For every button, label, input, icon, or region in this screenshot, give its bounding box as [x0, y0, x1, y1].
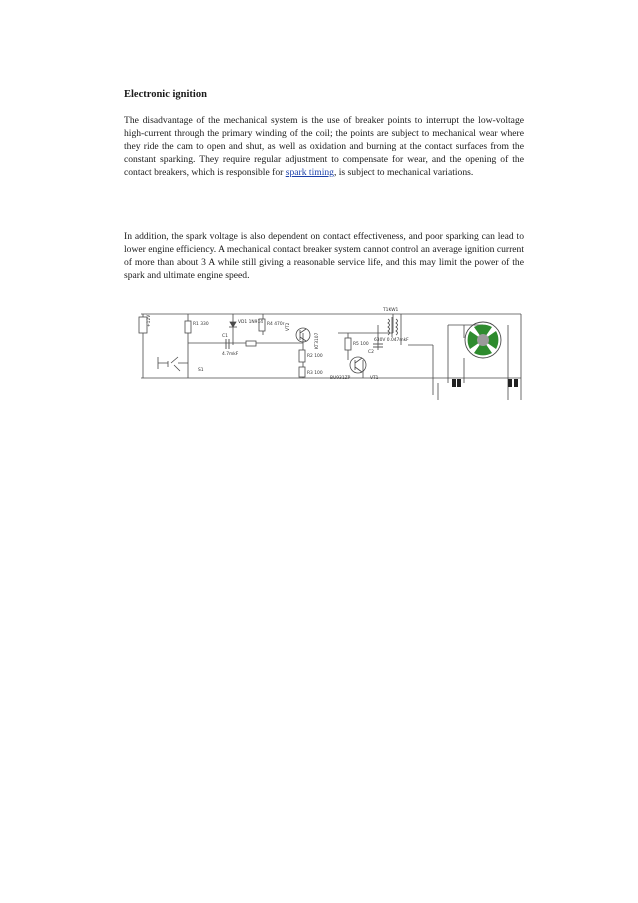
- paragraph-text: The disadvantage of the mechanical system is the use of breaker points to interrupt the low-voltage high-current through the primary winding of the coil; the points are subject to mechanical wear where they ride the cam to open and shut, as well as oxidation and burning at the contact surfaces from the constant sparking. They require regular adjustment to compensate for wear, and the opening of the contact breakers, which is responsible for: [124, 115, 524, 178]
- paragraph-text: , is subject to mechanical variations.: [333, 167, 474, 178]
- switch-s1: [158, 357, 188, 371]
- diode-vd1: [229, 322, 237, 327]
- label-kt: KT3107: [315, 332, 320, 349]
- distributor: [465, 322, 501, 358]
- label-vt2: VT2: [286, 322, 291, 331]
- circuit-schematic: [138, 305, 523, 405]
- paragraph-spark-voltage: In addition, the spark voltage is also dependent on contact effectiveness, and poor sparking can lead to lower engine efficiency. A mechanical contact breaker system cannot control an average ignition current of more than about 3 A while still giving a reasonable service life, and this may limit the power of the spark and ultimate engine speed.: [124, 231, 524, 281]
- label-supply: +12V: [147, 314, 152, 327]
- label-transistor: BU931ZP: [330, 376, 351, 381]
- label-c1: C1: [222, 334, 228, 339]
- transistors: [296, 328, 366, 373]
- spark-timing-link[interactable]: spark timing: [285, 167, 334, 178]
- label-s1: S1: [198, 368, 204, 373]
- label-r5: R5 100: [353, 342, 369, 347]
- paragraph-mechanical-disadvantages: [124, 114, 524, 179]
- label-c1-value: 4.7mkF: [222, 352, 239, 357]
- ignition-circuit-diagram: [138, 305, 523, 405]
- label-vt1: VT1: [370, 376, 379, 381]
- label-coil: T1KW1: [383, 308, 399, 313]
- label-c2: C2: [368, 350, 374, 355]
- section-heading: Electronic ignition: [124, 89, 207, 100]
- label-r4: R4 470r: [267, 322, 285, 327]
- label-r1: R1 330: [193, 322, 209, 327]
- label-vd1: VD1 1N914: [238, 320, 264, 325]
- label-r3: R3 100: [307, 371, 323, 376]
- spark-plugs: [452, 379, 518, 387]
- label-r2: R2 100: [307, 354, 323, 359]
- label-c2-value: 630V 0.047mkF: [374, 338, 409, 343]
